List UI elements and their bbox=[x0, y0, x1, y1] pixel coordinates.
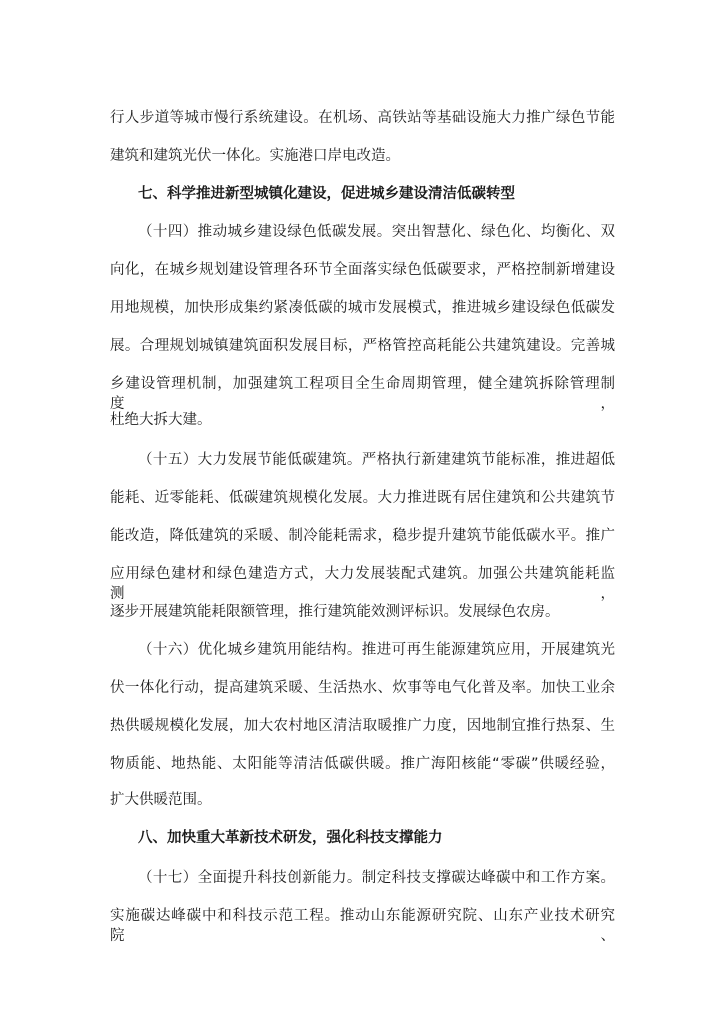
body-text-line: 乡建设管理机制，加强建筑工程项目全生命周期管理，健全建筑拆除管理制度， bbox=[110, 376, 615, 412]
body-text-line: 伏一体化行动，提高建筑采暖、生活热水、炊事等电气化普及率。加快工业余 bbox=[110, 680, 615, 696]
body-text-line: 能耗、近零能耗、低碳建筑规模化发展。大力推进既有居住建筑和公共建筑节 bbox=[110, 490, 615, 506]
body-text-line: 实施碳达峰碳中和科技示范工程。推动山东能源研究院、山东产业技术研究院、 bbox=[110, 908, 615, 944]
body-text-line: 能改造，降低建筑的采暖、制冷能耗需求，稳步提升建筑节能低碳水平。推广 bbox=[110, 528, 615, 544]
body-text-line: 建筑和建筑光伏一体化。实施港口岸电改造。 bbox=[110, 148, 400, 164]
body-text-line: 行人步道等城市慢行系统建设。在机场、高铁站等基础设施大力推广绿色节能 bbox=[110, 110, 615, 126]
section-heading: 八、加快重大革新技术研发，强化科技支撑能力 bbox=[138, 830, 443, 846]
paragraph-first-line: （十五）大力发展节能低碳建筑。严格执行新建建筑节能标准，推进超低 bbox=[138, 452, 615, 468]
body-text-line: 热供暖规模化发展，加大农村地区清洁取暖推广力度，因地制宜推行热泵、生 bbox=[110, 718, 615, 734]
body-text-line: 应用绿色建材和绿色建造方式，大力发展装配式建筑。加强公共建筑能耗监测， bbox=[110, 566, 615, 602]
body-text-line: 杜绝大拆大建。 bbox=[110, 412, 212, 428]
paragraph-first-line: （十四）推动城乡建设绿色低碳发展。突出智慧化、绿色化、均衡化、双 bbox=[138, 224, 615, 240]
body-text-line: 逐步开展建筑能耗限额管理，推行建筑能效测评标识。发展绿色农房。 bbox=[110, 604, 560, 620]
paragraph-first-line: （十六）优化城乡建筑用能结构。推进可再生能源建筑应用，开展建筑光 bbox=[138, 642, 615, 658]
body-text-line: 向化，在城乡规划建设管理各环节全面落实绿色低碳要求，严格控制新增建设 bbox=[110, 262, 615, 278]
body-text-line: 扩大供暖范围。 bbox=[110, 792, 212, 808]
paragraph-first-line: （十七）全面提升科技创新能力。制定科技支撑碳达峰碳中和工作方案。 bbox=[138, 870, 615, 886]
body-text-line: 用地规模，加快形成集约紧凑低碳的城市发展模式，推进城乡建设绿色低碳发 bbox=[110, 300, 615, 316]
section-heading: 七、科学推进新型城镇化建设，促进城乡建设清洁低碳转型 bbox=[138, 186, 515, 202]
body-text-line: 物质能、地热能、太阳能等清洁低碳供暖。推广海阳核能“零碳”供暖经验， bbox=[110, 756, 615, 772]
body-text-line: 展。合理规划城镇建筑面积发展目标，严格管控高耗能公共建筑建设。完善城 bbox=[110, 338, 615, 354]
